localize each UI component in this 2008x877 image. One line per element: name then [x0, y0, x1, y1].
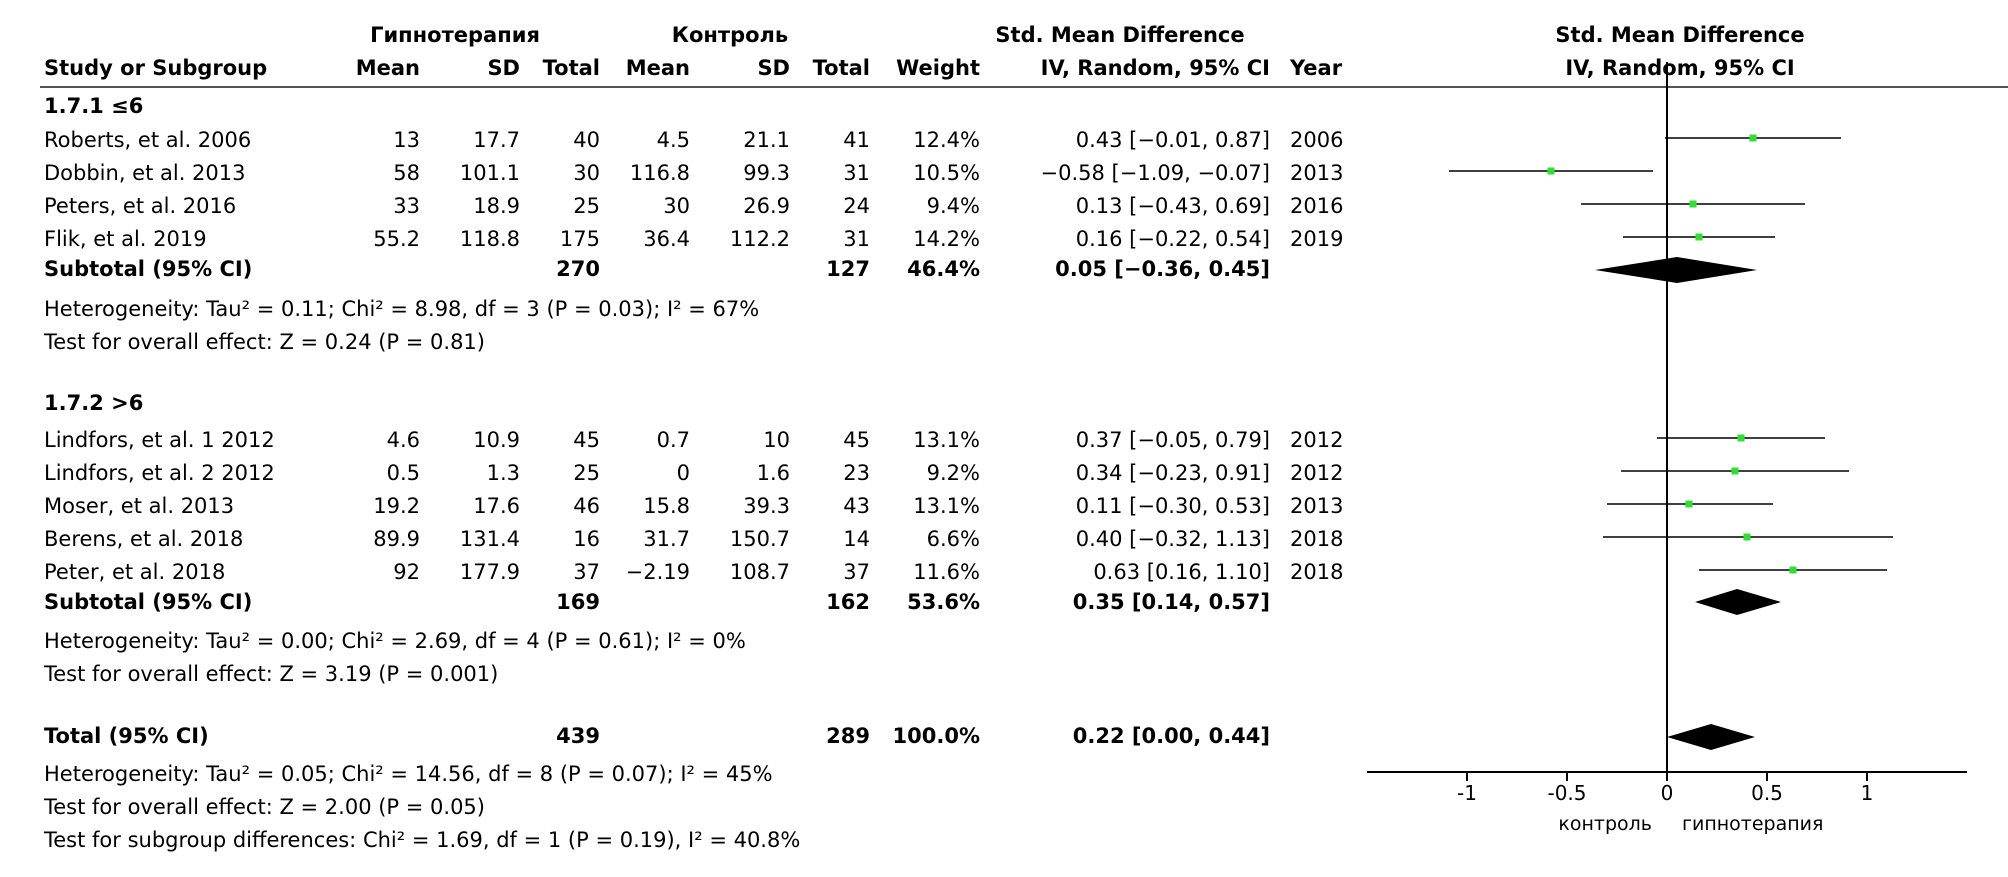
total1: 16 [573, 527, 600, 551]
total1: 25 [573, 461, 600, 485]
total-weight: 100.0% [892, 724, 980, 748]
weight: 14.2% [913, 227, 980, 251]
total-total1: 439 [556, 724, 600, 748]
year: 2016 [1290, 194, 1344, 218]
sd1: 10.9 [473, 428, 520, 452]
summary-diamond [1595, 257, 1757, 283]
sd1: 131.4 [459, 527, 520, 551]
sd1: 101.1 [459, 161, 520, 185]
study-name: Roberts, et al. 2006 [44, 128, 252, 152]
mean1: 89.9 [373, 527, 420, 551]
x-tick-label: 1 [1860, 781, 1874, 805]
study-name: Peter, et al. 2018 [44, 560, 226, 584]
subtotal-total2: 162 [826, 590, 870, 614]
point-estimate [1744, 534, 1751, 541]
point-estimate [1548, 168, 1555, 175]
mean2: 30 [663, 194, 690, 218]
weight: 6.6% [926, 527, 980, 551]
subtotal-total2: 127 [826, 257, 870, 281]
col-method-plot: IV, Random, 95% CI [1565, 56, 1795, 80]
subtotal-label: Subtotal (95% CI) [44, 590, 253, 614]
total2: 14 [843, 527, 870, 551]
sd1: 177.9 [459, 560, 520, 584]
point-estimate [1790, 567, 1797, 574]
total2: 41 [843, 128, 870, 152]
year: 2013 [1290, 161, 1344, 185]
group1-header: Гипнотерапия [370, 23, 540, 47]
smd-ci: 0.37 [−0.05, 0.79] [1075, 428, 1270, 452]
point-estimate [1686, 501, 1693, 508]
col-study: Study or Subgroup [44, 56, 268, 80]
total1: 175 [559, 227, 600, 251]
subgroup-differences-text: Test for subgroup differences: Chi² = 1.69, df = 1 (P = 0.19), I² = 40.8% [44, 828, 801, 852]
total1: 46 [573, 494, 600, 518]
total2: 45 [843, 428, 870, 452]
col-sd2: SD [757, 56, 790, 80]
year: 2019 [1290, 227, 1344, 251]
total2: 31 [843, 161, 870, 185]
sd1: 118.8 [459, 227, 520, 251]
total-total2: 289 [826, 724, 870, 748]
subtotal-ci: 0.05 [−0.36, 0.45] [1055, 257, 1270, 281]
smd-ci: −0.58 [−1.09, −0.07] [1040, 161, 1270, 185]
summary-diamond [1695, 589, 1781, 615]
mean2: 15.8 [643, 494, 690, 518]
mean1: 13 [393, 128, 420, 152]
total2: 31 [843, 227, 870, 251]
favours-right-label: гипнотерапия [1682, 813, 1824, 835]
total-overall-effect-text: Test for overall effect: Z = 2.00 (P = 0.05) [44, 795, 485, 819]
mean2: 4.5 [656, 128, 690, 152]
mean2: 0.7 [656, 428, 690, 452]
total2: 23 [843, 461, 870, 485]
weight: 11.6% [913, 560, 980, 584]
year: 2018 [1290, 527, 1344, 551]
subtotal-ci: 0.35 [0.14, 0.57] [1072, 590, 1270, 614]
mean1: 55.2 [373, 227, 420, 251]
study-name: Berens, et al. 2018 [44, 527, 244, 551]
study-name: Dobbin, et al. 2013 [44, 161, 246, 185]
favours-left-label: контроль [1558, 813, 1652, 835]
mean2: −2.19 [625, 560, 690, 584]
summary-diamond [1667, 724, 1755, 750]
x-tick-label: -1 [1457, 781, 1477, 805]
col-mean1: Mean [355, 56, 420, 80]
year: 2012 [1290, 461, 1344, 485]
year: 2013 [1290, 494, 1344, 518]
smd-ci: 0.11 [−0.30, 0.53] [1075, 494, 1270, 518]
heterogeneity-text: Heterogeneity: Tau² = 0.00; Chi² = 2.69, df = 4 (P = 0.61); I² = 0% [44, 629, 746, 653]
study-name: Moser, et al. 2013 [44, 494, 235, 518]
subtotal-weight: 53.6% [907, 590, 980, 614]
sd2: 1.6 [756, 461, 790, 485]
point-estimate [1750, 135, 1757, 142]
total-label: Total (95% CI) [44, 724, 209, 748]
subtotal-label: Subtotal (95% CI) [44, 257, 253, 281]
x-tick-label: 0 [1660, 781, 1674, 805]
sd2: 26.9 [743, 194, 790, 218]
sd2: 10 [763, 428, 790, 452]
sd1: 17.6 [473, 494, 520, 518]
total1: 30 [573, 161, 600, 185]
year: 2006 [1290, 128, 1344, 152]
mean1: 4.6 [386, 428, 420, 452]
col-year: Year [1290, 56, 1343, 80]
group-label-1: 1.7.1 ≤6 [44, 94, 144, 118]
x-tick-label: -0.5 [1547, 781, 1587, 805]
weight: 13.1% [913, 428, 980, 452]
weight: 13.1% [913, 494, 980, 518]
total1: 37 [573, 560, 600, 584]
col-method-table: IV, Random, 95% CI [1040, 56, 1270, 80]
smd-header-table: Std. Mean Difference [995, 23, 1245, 47]
sd1: 17.7 [473, 128, 520, 152]
col-sd1: SD [487, 56, 520, 80]
mean1: 0.5 [386, 461, 420, 485]
mean2: 0 [676, 461, 690, 485]
sd2: 39.3 [743, 494, 790, 518]
sd2: 150.7 [729, 527, 790, 551]
mean2: 36.4 [643, 227, 690, 251]
col-total2: Total [812, 56, 870, 80]
smd-ci: 0.43 [−0.01, 0.87] [1075, 128, 1270, 152]
sd1: 18.9 [473, 194, 520, 218]
point-estimate [1696, 234, 1703, 241]
smd-header-plot: Std. Mean Difference [1555, 23, 1805, 47]
col-mean2: Mean [625, 56, 690, 80]
sd1: 1.3 [486, 461, 520, 485]
weight: 12.4% [913, 128, 980, 152]
total2: 43 [843, 494, 870, 518]
total1: 40 [573, 128, 600, 152]
heterogeneity-text: Heterogeneity: Tau² = 0.11; Chi² = 8.98, df = 3 (P = 0.03); I² = 67% [44, 297, 760, 321]
total-ci: 0.22 [0.00, 0.44] [1072, 724, 1270, 748]
point-estimate [1690, 201, 1697, 208]
subtotal-total1: 270 [556, 257, 600, 281]
smd-ci: 0.40 [−0.32, 1.13] [1075, 527, 1270, 551]
total1: 45 [573, 428, 600, 452]
col-total1: Total [542, 56, 600, 80]
smd-ci: 0.16 [−0.22, 0.54] [1075, 227, 1270, 251]
mean2: 31.7 [643, 527, 690, 551]
mean2: 116.8 [629, 161, 690, 185]
sd2: 108.7 [729, 560, 790, 584]
total2: 24 [843, 194, 870, 218]
total-heterogeneity-text: Heterogeneity: Tau² = 0.05; Chi² = 14.56, df = 8 (P = 0.07); I² = 45% [44, 762, 773, 786]
x-tick-label: 0.5 [1751, 781, 1783, 805]
sd2: 99.3 [743, 161, 790, 185]
weight: 9.4% [926, 194, 980, 218]
point-estimate [1732, 468, 1739, 475]
smd-ci: 0.34 [−0.23, 0.91] [1075, 461, 1270, 485]
sd2: 112.2 [729, 227, 790, 251]
total1: 25 [573, 194, 600, 218]
group2-header: Контроль [671, 23, 789, 47]
mean1: 92 [393, 560, 420, 584]
overall-effect-text: Test for overall effect: Z = 3.19 (P = 0.001) [44, 662, 499, 686]
study-name: Lindfors, et al. 2 2012 [44, 461, 275, 485]
smd-ci: 0.13 [−0.43, 0.69] [1075, 194, 1270, 218]
col-weight: Weight [896, 56, 980, 80]
study-name: Lindfors, et al. 1 2012 [44, 428, 275, 452]
group-label-2: 1.7.2 >6 [44, 391, 144, 415]
mean1: 58 [393, 161, 420, 185]
total2: 37 [843, 560, 870, 584]
study-name: Peters, et al. 2016 [44, 194, 237, 218]
subtotal-weight: 46.4% [907, 257, 980, 281]
year: 2012 [1290, 428, 1344, 452]
weight: 9.2% [926, 461, 980, 485]
overall-effect-text: Test for overall effect: Z = 0.24 (P = 0.81) [44, 330, 485, 354]
study-name: Flik, et al. 2019 [44, 227, 207, 251]
mean1: 19.2 [373, 494, 420, 518]
sd2: 21.1 [743, 128, 790, 152]
point-estimate [1738, 435, 1745, 442]
year: 2018 [1290, 560, 1344, 584]
smd-ci: 0.63 [0.16, 1.10] [1093, 560, 1270, 584]
mean1: 33 [393, 194, 420, 218]
weight: 10.5% [913, 161, 980, 185]
subtotal-total1: 169 [556, 590, 600, 614]
